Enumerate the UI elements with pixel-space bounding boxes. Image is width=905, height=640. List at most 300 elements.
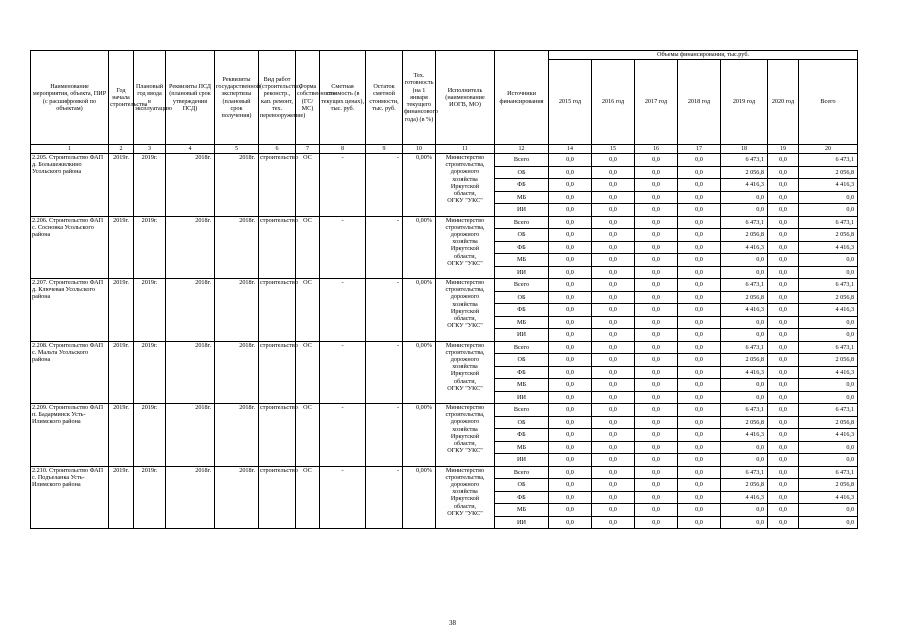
ownership-form: ОС xyxy=(296,216,320,279)
financing-value: 4 416,3 xyxy=(721,241,768,254)
financing-value: 0,0 xyxy=(592,416,635,429)
table-row xyxy=(31,466,858,479)
column-number: 18 xyxy=(721,145,768,154)
work-type: строительство xyxy=(259,216,296,279)
financing-total: 0,0 xyxy=(799,254,858,267)
financing-value: 0,0 xyxy=(678,441,721,454)
financing-value: 0,0 xyxy=(678,204,721,217)
funding-source: ИИ xyxy=(495,454,549,467)
financing-value: 0,0 xyxy=(592,179,635,192)
financing-value: 0,0 xyxy=(635,379,678,392)
financing-total: 4 416,3 xyxy=(799,491,858,504)
expertise-date: 2018г. xyxy=(215,279,259,342)
funding-source: МБ xyxy=(495,379,549,392)
financing-value: 0,0 xyxy=(768,329,799,342)
financing-value: 0,0 xyxy=(635,354,678,367)
financing-value: 0,0 xyxy=(635,391,678,404)
financing-value: 0,0 xyxy=(721,254,768,267)
financing-value: 6 473,1 xyxy=(721,404,768,417)
executor-line: хозяйства xyxy=(452,488,478,496)
header-financing-title: Объемы финансирования, тыс.руб. xyxy=(549,51,858,60)
header-expertise: Реквизиты государственной экспертизы (плановый срок получения) xyxy=(215,51,259,145)
ownership-form: ОС xyxy=(296,466,320,529)
estimated-cost: - xyxy=(320,341,366,404)
remaining-cost: - xyxy=(366,404,403,467)
funding-source: ФБ xyxy=(495,179,549,192)
funding-source: ОБ xyxy=(495,416,549,429)
financing-value: 0,0 xyxy=(592,291,635,304)
financing-value: 0,0 xyxy=(592,379,635,392)
financing-value: 0,0 xyxy=(592,166,635,179)
financing-value: 0,0 xyxy=(592,404,635,417)
column-number: 2 xyxy=(109,145,134,154)
financing-total: 2 056,8 xyxy=(799,166,858,179)
financing-value: 0,0 xyxy=(592,216,635,229)
financing-value: 0,0 xyxy=(549,516,592,529)
executor-line: области, xyxy=(453,190,477,198)
funding-source: ИИ xyxy=(495,329,549,342)
financing-value: 0,0 xyxy=(678,241,721,254)
header-year: 2017 год xyxy=(635,60,678,145)
header-start-year: Год начала строительства xyxy=(109,51,134,145)
executor-line: дорожного xyxy=(450,418,480,426)
financing-total: 2 056,8 xyxy=(799,416,858,429)
executor-line: строительства, xyxy=(445,223,485,231)
financing-value: 0,0 xyxy=(549,254,592,267)
financing-value: 0,0 xyxy=(635,329,678,342)
financing-value: 0,0 xyxy=(592,154,635,167)
financing-value: 0,0 xyxy=(678,416,721,429)
funding-source: ОБ xyxy=(495,291,549,304)
financing-value: 0,0 xyxy=(635,416,678,429)
estimated-cost: - xyxy=(320,154,366,217)
column-number: 20 xyxy=(799,145,858,154)
financing-value: 0,0 xyxy=(592,241,635,254)
financing-value: 0,0 xyxy=(768,454,799,467)
financing-value: 4 416,3 xyxy=(721,366,768,379)
executor-line: Иркутской xyxy=(450,495,480,503)
financing-total: 6 473,1 xyxy=(799,404,858,417)
financing-value: 2 056,8 xyxy=(721,479,768,492)
financing-value: 0,0 xyxy=(768,391,799,404)
psd-approval: 2018г. xyxy=(166,216,215,279)
financing-value: 0,0 xyxy=(678,391,721,404)
financing-total: 0,0 xyxy=(799,329,858,342)
expertise-date: 2018г. xyxy=(215,154,259,217)
financing-value: 0,0 xyxy=(768,366,799,379)
commission-year: 2019г. xyxy=(134,279,166,342)
executor-line: ОГКУ "УКС" xyxy=(447,322,483,330)
psd-approval: 2018г. xyxy=(166,404,215,467)
executor-line: Министерство xyxy=(445,279,485,286)
column-number: 9 xyxy=(366,145,403,154)
executor-line: ОГКУ "УКС" xyxy=(447,384,483,392)
financing-total: 6 473,1 xyxy=(799,279,858,292)
financing-value: 6 473,1 xyxy=(721,216,768,229)
table-body xyxy=(31,154,858,529)
header-sources: Источники финансирования xyxy=(495,51,549,145)
financing-total: 6 473,1 xyxy=(799,466,858,479)
financing-value: 0,0 xyxy=(592,441,635,454)
work-type: строительство xyxy=(259,341,296,404)
financing-value: 0,0 xyxy=(592,491,635,504)
header-year: 2016 год xyxy=(592,60,635,145)
financing-total: 2 056,8 xyxy=(799,229,858,242)
header-total: Всего xyxy=(799,60,858,145)
financing-value: 0,0 xyxy=(592,504,635,517)
funding-source: ФБ xyxy=(495,241,549,254)
financing-value: 0,0 xyxy=(635,179,678,192)
financing-value: 6 473,1 xyxy=(721,154,768,167)
executor-line: строительства, xyxy=(445,348,485,356)
remaining-cost: - xyxy=(366,466,403,529)
financing-value: 0,0 xyxy=(678,191,721,204)
header-year: 2015 год xyxy=(549,60,592,145)
executor-line: строительства, xyxy=(445,411,485,419)
column-number-row xyxy=(31,145,858,154)
executor-line: Иркутской xyxy=(450,182,480,190)
financing-value: 0,0 xyxy=(635,304,678,317)
funding-source: МБ xyxy=(495,504,549,517)
financing-value: 2 056,8 xyxy=(721,166,768,179)
funding-source: Всего xyxy=(495,154,549,167)
executor-line: хозяйства xyxy=(452,425,478,433)
funding-source: ИИ xyxy=(495,266,549,279)
financing-value: 0,0 xyxy=(592,516,635,529)
executor-line: хозяйства xyxy=(452,175,478,183)
financing-value: 0,0 xyxy=(549,266,592,279)
financing-value: 0,0 xyxy=(721,191,768,204)
financing-value: 0,0 xyxy=(768,254,799,267)
financing-value: 0,0 xyxy=(678,491,721,504)
financing-value: 0,0 xyxy=(635,229,678,242)
financing-value: 0,0 xyxy=(549,504,592,517)
column-number: 11 xyxy=(436,145,495,154)
executor-line: строительства, xyxy=(445,286,485,294)
financing-value: 0,0 xyxy=(549,204,592,217)
financing-value: 0,0 xyxy=(768,416,799,429)
financing-value: 0,0 xyxy=(635,491,678,504)
financing-total: 0,0 xyxy=(799,504,858,517)
executor xyxy=(436,404,495,467)
financing-value: 0,0 xyxy=(768,204,799,217)
financing-total: 2 056,8 xyxy=(799,479,858,492)
financing-value: 2 056,8 xyxy=(721,291,768,304)
column-number: 17 xyxy=(678,145,721,154)
financing-value: 0,0 xyxy=(678,279,721,292)
table-row xyxy=(31,404,858,417)
financing-total: 4 416,3 xyxy=(799,366,858,379)
executor-line: Министерство xyxy=(445,466,485,474)
financing-value: 0,0 xyxy=(768,516,799,529)
financing-value: 0,0 xyxy=(635,254,678,267)
table-row xyxy=(31,341,858,354)
financing-total: 4 416,3 xyxy=(799,429,858,442)
financing-value: 0,0 xyxy=(768,316,799,329)
financing-total: 4 416,3 xyxy=(799,179,858,192)
column-number: 8 xyxy=(320,145,366,154)
financing-total: 0,0 xyxy=(799,316,858,329)
financing-value: 0,0 xyxy=(592,204,635,217)
financing-value: 0,0 xyxy=(549,354,592,367)
executor-line: Иркутской xyxy=(450,370,480,378)
financing-value: 0,0 xyxy=(635,366,678,379)
start-year: 2019г. xyxy=(109,279,134,342)
expertise-date: 2018г. xyxy=(215,404,259,467)
start-year: 2019г. xyxy=(109,154,134,217)
financing-value: 0,0 xyxy=(549,466,592,479)
financing-value: 0,0 xyxy=(678,166,721,179)
executor-line: дорожного xyxy=(450,168,480,176)
executor-line: Министерство xyxy=(445,216,485,224)
financing-value: 0,0 xyxy=(549,416,592,429)
executor xyxy=(436,154,495,217)
technical-readiness: 0,00% xyxy=(403,466,436,529)
financing-value: 0,0 xyxy=(635,466,678,479)
financing-total: 0,0 xyxy=(799,191,858,204)
financing-value: 0,0 xyxy=(678,304,721,317)
financing-value: 0,0 xyxy=(549,379,592,392)
financing-value: 0,0 xyxy=(721,204,768,217)
financing-value: 0,0 xyxy=(678,216,721,229)
executor-line: дорожного xyxy=(450,355,480,363)
funding-source: Всего xyxy=(495,216,549,229)
funding-source: ИИ xyxy=(495,204,549,217)
financing-value: 0,0 xyxy=(549,491,592,504)
technical-readiness: 0,00% xyxy=(403,404,436,467)
financing-value: 0,0 xyxy=(635,504,678,517)
financing-value: 0,0 xyxy=(635,479,678,492)
financing-value: 0,0 xyxy=(721,329,768,342)
start-year: 2019г. xyxy=(109,404,134,467)
financing-value: 0,0 xyxy=(592,354,635,367)
financing-value: 0,0 xyxy=(592,254,635,267)
expertise-date: 2018г. xyxy=(215,466,259,529)
financing-value: 4 416,3 xyxy=(721,179,768,192)
ownership-form: ОС xyxy=(296,154,320,217)
financing-total: 0,0 xyxy=(799,391,858,404)
financing-value: 0,0 xyxy=(768,341,799,354)
executor-line: ОГКУ "УКС" xyxy=(447,197,483,205)
executor-line: Министерство xyxy=(445,404,485,411)
table-row xyxy=(31,216,858,229)
funding-source: ФБ xyxy=(495,491,549,504)
financing-value: 0,0 xyxy=(678,329,721,342)
financing-value: 0,0 xyxy=(768,291,799,304)
estimated-cost: - xyxy=(320,404,366,467)
commission-year: 2019г. xyxy=(134,341,166,404)
financing-value: 0,0 xyxy=(678,516,721,529)
financing-value: 0,0 xyxy=(635,204,678,217)
financing-value: 0,0 xyxy=(678,379,721,392)
funding-source: ИИ xyxy=(495,391,549,404)
executor-line: дорожного xyxy=(450,293,480,301)
table-row xyxy=(31,154,858,167)
executor-line: строительства, xyxy=(445,161,485,169)
header-psd-approval: Реквизиты ПСД (плановый срок утверждения ПСД) xyxy=(166,51,215,145)
program-table-sheet xyxy=(30,50,857,529)
executor-line: хозяйства xyxy=(452,300,478,308)
funding-source: Всего xyxy=(495,404,549,417)
funding-source: МБ xyxy=(495,191,549,204)
financing-value: 0,0 xyxy=(678,291,721,304)
executor-line: Иркутской xyxy=(450,245,480,253)
financing-value: 0,0 xyxy=(768,479,799,492)
column-number: 7 xyxy=(296,145,320,154)
financing-table xyxy=(30,50,858,529)
financing-value: 0,0 xyxy=(768,216,799,229)
executor-line: Министерство xyxy=(445,154,485,161)
financing-value: 0,0 xyxy=(678,466,721,479)
object-name: 2.210. Строительство ФАП с. Подъеланка Усть-Илимского района xyxy=(31,466,109,529)
financing-value: 0,0 xyxy=(768,429,799,442)
ownership-form: ОС xyxy=(296,341,320,404)
financing-value: 0,0 xyxy=(721,441,768,454)
financing-value: 0,0 xyxy=(549,216,592,229)
funding-source: ИИ xyxy=(495,516,549,529)
financing-value: 6 473,1 xyxy=(721,466,768,479)
financing-value: 0,0 xyxy=(721,516,768,529)
work-type: строительство xyxy=(259,404,296,467)
financing-value: 0,0 xyxy=(635,166,678,179)
funding-source: ОБ xyxy=(495,479,549,492)
estimated-cost: - xyxy=(320,279,366,342)
financing-value: 0,0 xyxy=(592,429,635,442)
executor-line: ОГКУ "УКС" xyxy=(447,447,483,455)
financing-value: 0,0 xyxy=(592,479,635,492)
column-number: 5 xyxy=(215,145,259,154)
financing-value: 6 473,1 xyxy=(721,341,768,354)
financing-value: 0,0 xyxy=(592,366,635,379)
financing-total: 2 056,8 xyxy=(799,354,858,367)
commission-year: 2019г. xyxy=(134,154,166,217)
object-name: 2.209. Строительство ФАП п. Бадарминск Усть-Илимского района xyxy=(31,404,109,467)
financing-value: 0,0 xyxy=(549,191,592,204)
financing-value: 0,0 xyxy=(635,191,678,204)
financing-value: 0,0 xyxy=(635,429,678,442)
financing-value: 0,0 xyxy=(592,391,635,404)
financing-value: 0,0 xyxy=(592,266,635,279)
financing-value: 0,0 xyxy=(549,154,592,167)
executor-line: Иркутской xyxy=(450,432,480,440)
object-name: 2.207. Строительство ФАП д. Ключевая Усольского района xyxy=(31,279,109,342)
financing-value: 0,0 xyxy=(768,154,799,167)
start-year: 2019г. xyxy=(109,341,134,404)
financing-value: 0,0 xyxy=(592,341,635,354)
financing-value: 0,0 xyxy=(635,216,678,229)
financing-value: 0,0 xyxy=(592,329,635,342)
financing-value: 0,0 xyxy=(768,166,799,179)
financing-value: 0,0 xyxy=(549,441,592,454)
executor-line: Иркутской xyxy=(450,307,480,315)
funding-source: Всего xyxy=(495,279,549,292)
financing-value: 0,0 xyxy=(549,179,592,192)
executor-line: области, xyxy=(453,315,477,323)
commission-year: 2019г. xyxy=(134,216,166,279)
header-executor: Исполнитель (наименование ИОГВ, МО) xyxy=(436,51,495,145)
executor-line: хозяйства xyxy=(452,238,478,246)
object-name: 2.208. Строительство ФАП с. Мальта Усольского района xyxy=(31,341,109,404)
financing-value: 0,0 xyxy=(721,379,768,392)
start-year: 2019г. xyxy=(109,466,134,529)
financing-total: 0,0 xyxy=(799,266,858,279)
financing-value: 0,0 xyxy=(721,391,768,404)
object-name: 2.205. Строительство ФАП д. Большежилкино Усольского района xyxy=(31,154,109,217)
financing-value: 0,0 xyxy=(549,229,592,242)
psd-approval: 2018г. xyxy=(166,154,215,217)
executor-line: области, xyxy=(453,252,477,260)
financing-value: 0,0 xyxy=(678,429,721,442)
technical-readiness: 0,00% xyxy=(403,341,436,404)
header-estimated-cost: Сметная стоимость (в текущих ценах), тыс. руб. xyxy=(320,51,366,145)
financing-value: 0,0 xyxy=(592,466,635,479)
financing-value: 0,0 xyxy=(678,479,721,492)
header-work-type: Вид работ (строительство, реконстр., кап. ремонт, тех. перевооружение) xyxy=(259,51,296,145)
financing-total: 0,0 xyxy=(799,516,858,529)
financing-value: 0,0 xyxy=(721,504,768,517)
financing-value: 0,0 xyxy=(768,304,799,317)
financing-value: 4 416,3 xyxy=(721,429,768,442)
object-name: 2.206. Строительство ФАП с. Сосновка Усольского района xyxy=(31,216,109,279)
executor-line: ОГКУ "УКС" xyxy=(447,509,483,517)
financing-value: 0,0 xyxy=(549,304,592,317)
remaining-cost: - xyxy=(366,216,403,279)
financing-value: 6 473,1 xyxy=(721,279,768,292)
psd-approval: 2018г. xyxy=(166,279,215,342)
financing-value: 0,0 xyxy=(768,279,799,292)
column-number: 15 xyxy=(592,145,635,154)
funding-source: Всего xyxy=(495,466,549,479)
work-type: строительство xyxy=(259,466,296,529)
financing-value: 0,0 xyxy=(768,354,799,367)
financing-value: 0,0 xyxy=(768,379,799,392)
estimated-cost: - xyxy=(320,466,366,529)
financing-value: 0,0 xyxy=(678,354,721,367)
funding-source: ОБ xyxy=(495,229,549,242)
financing-total: 2 056,8 xyxy=(799,291,858,304)
estimated-cost: - xyxy=(320,216,366,279)
column-number: 1 xyxy=(31,145,109,154)
financing-total: 0,0 xyxy=(799,379,858,392)
financing-value: 0,0 xyxy=(549,366,592,379)
financing-value: 0,0 xyxy=(549,479,592,492)
psd-approval: 2018г. xyxy=(166,466,215,529)
financing-value: 4 416,3 xyxy=(721,491,768,504)
financing-value: 0,0 xyxy=(635,516,678,529)
financing-value: 0,0 xyxy=(635,341,678,354)
executor-line: области, xyxy=(453,502,477,510)
header-year: 2019 год xyxy=(721,60,768,145)
executor-line: Министерство xyxy=(445,341,485,349)
financing-value: 0,0 xyxy=(678,404,721,417)
header-year: 2018 год xyxy=(678,60,721,145)
header-commission-year: Плановый год ввода в эксплуатацию xyxy=(134,51,166,145)
funding-source: МБ xyxy=(495,254,549,267)
financing-value: 0,0 xyxy=(768,191,799,204)
column-number: 16 xyxy=(635,145,678,154)
financing-value: 2 056,8 xyxy=(721,354,768,367)
ownership-form: ОС xyxy=(296,279,320,342)
ownership-form: ОС xyxy=(296,404,320,467)
funding-source: ОБ xyxy=(495,354,549,367)
financing-total: 0,0 xyxy=(799,441,858,454)
financing-value: 0,0 xyxy=(549,291,592,304)
financing-total: 0,0 xyxy=(799,454,858,467)
funding-source: ОБ xyxy=(495,166,549,179)
financing-value: 0,0 xyxy=(678,254,721,267)
financing-value: 0,0 xyxy=(549,429,592,442)
remaining-cost: - xyxy=(366,341,403,404)
